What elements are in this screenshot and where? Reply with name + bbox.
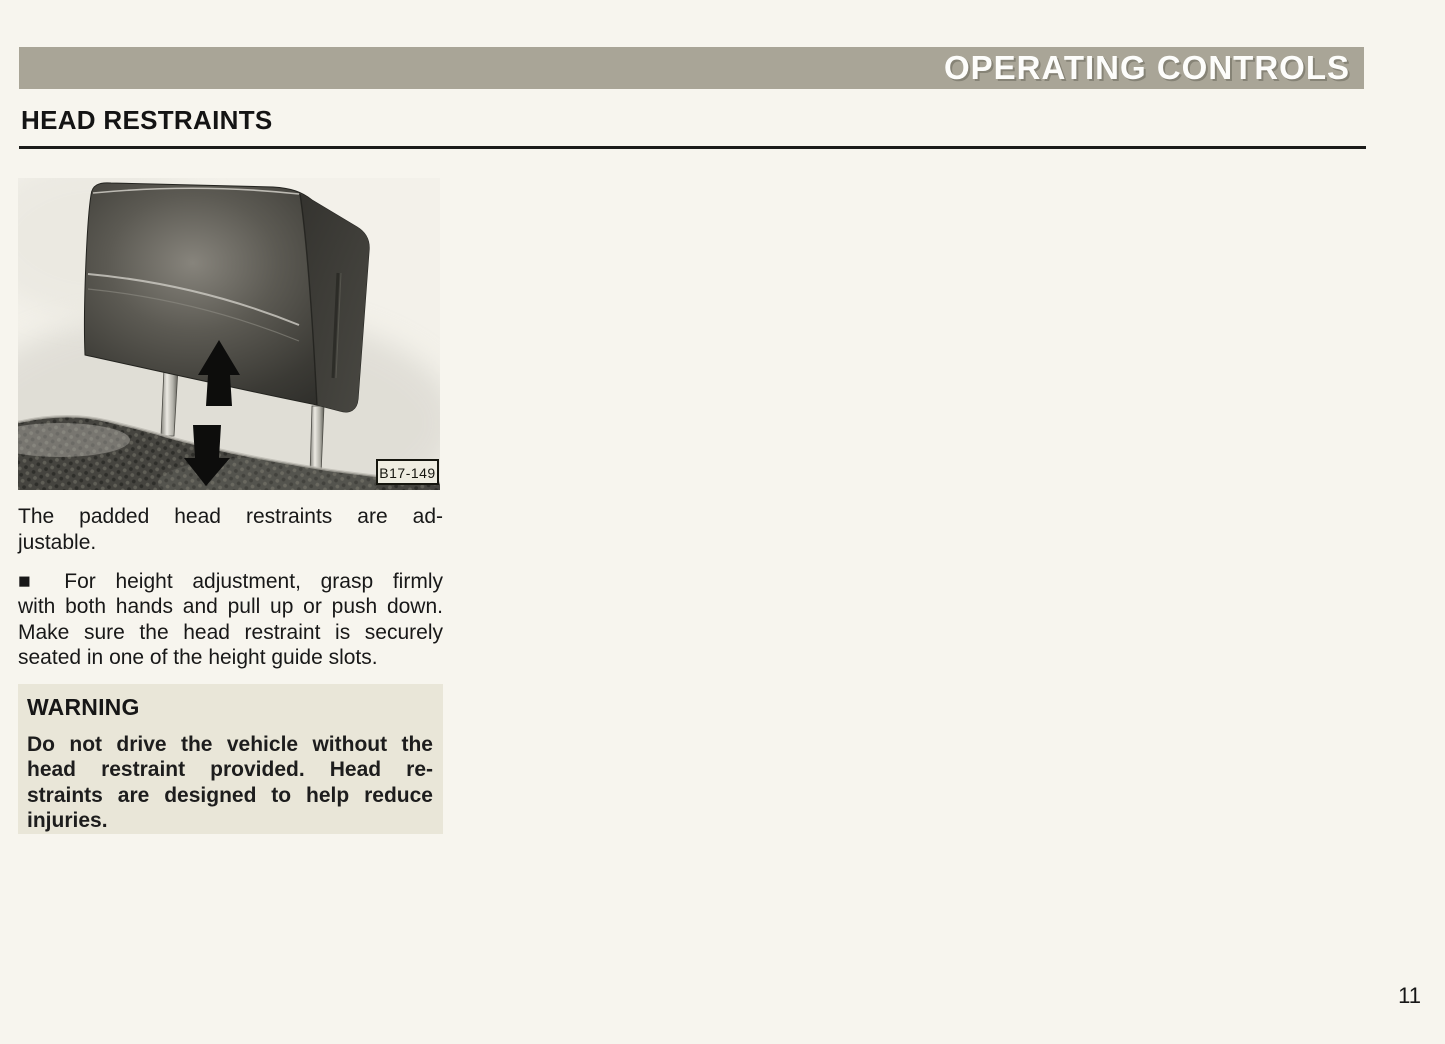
page-title: HEAD RESTRAINTS	[21, 105, 273, 135]
paragraph-height-adjustment	[18, 569, 443, 671]
page-number: 11	[1398, 983, 1421, 1008]
figure-label-box	[377, 460, 438, 484]
warning-heading: WARNING	[27, 694, 140, 720]
text-line: injuries.	[27, 808, 108, 832]
text-line: Make sure the head restraint is securely	[18, 620, 443, 644]
text-line: head restraint provided. Head re-	[27, 758, 433, 782]
heading-rule	[19, 146, 1366, 149]
text-line: seated in one of the height guide slots.	[18, 646, 378, 670]
head-restraint-figure	[18, 178, 440, 490]
section-banner	[19, 47, 1364, 89]
warning-text	[27, 732, 433, 833]
text-line: Do not drive the vehicle without the	[27, 733, 433, 756]
text-line: The padded head restraints are ad-	[18, 505, 443, 528]
banner-title: OPERATING CONTROLS	[943, 49, 1350, 86]
text-line: justable.	[18, 531, 97, 554]
warning-box	[18, 684, 443, 834]
text-line: with both hands and pull up or push down.	[18, 595, 443, 619]
head-restraint-illustration	[18, 178, 440, 490]
figure-label: B17-149	[379, 465, 436, 481]
text-line: straints are designed to help reduce	[27, 783, 433, 807]
text-line: ■ For height adjustment, grasp firmly	[18, 570, 443, 593]
paragraph-adjustable	[18, 504, 443, 556]
